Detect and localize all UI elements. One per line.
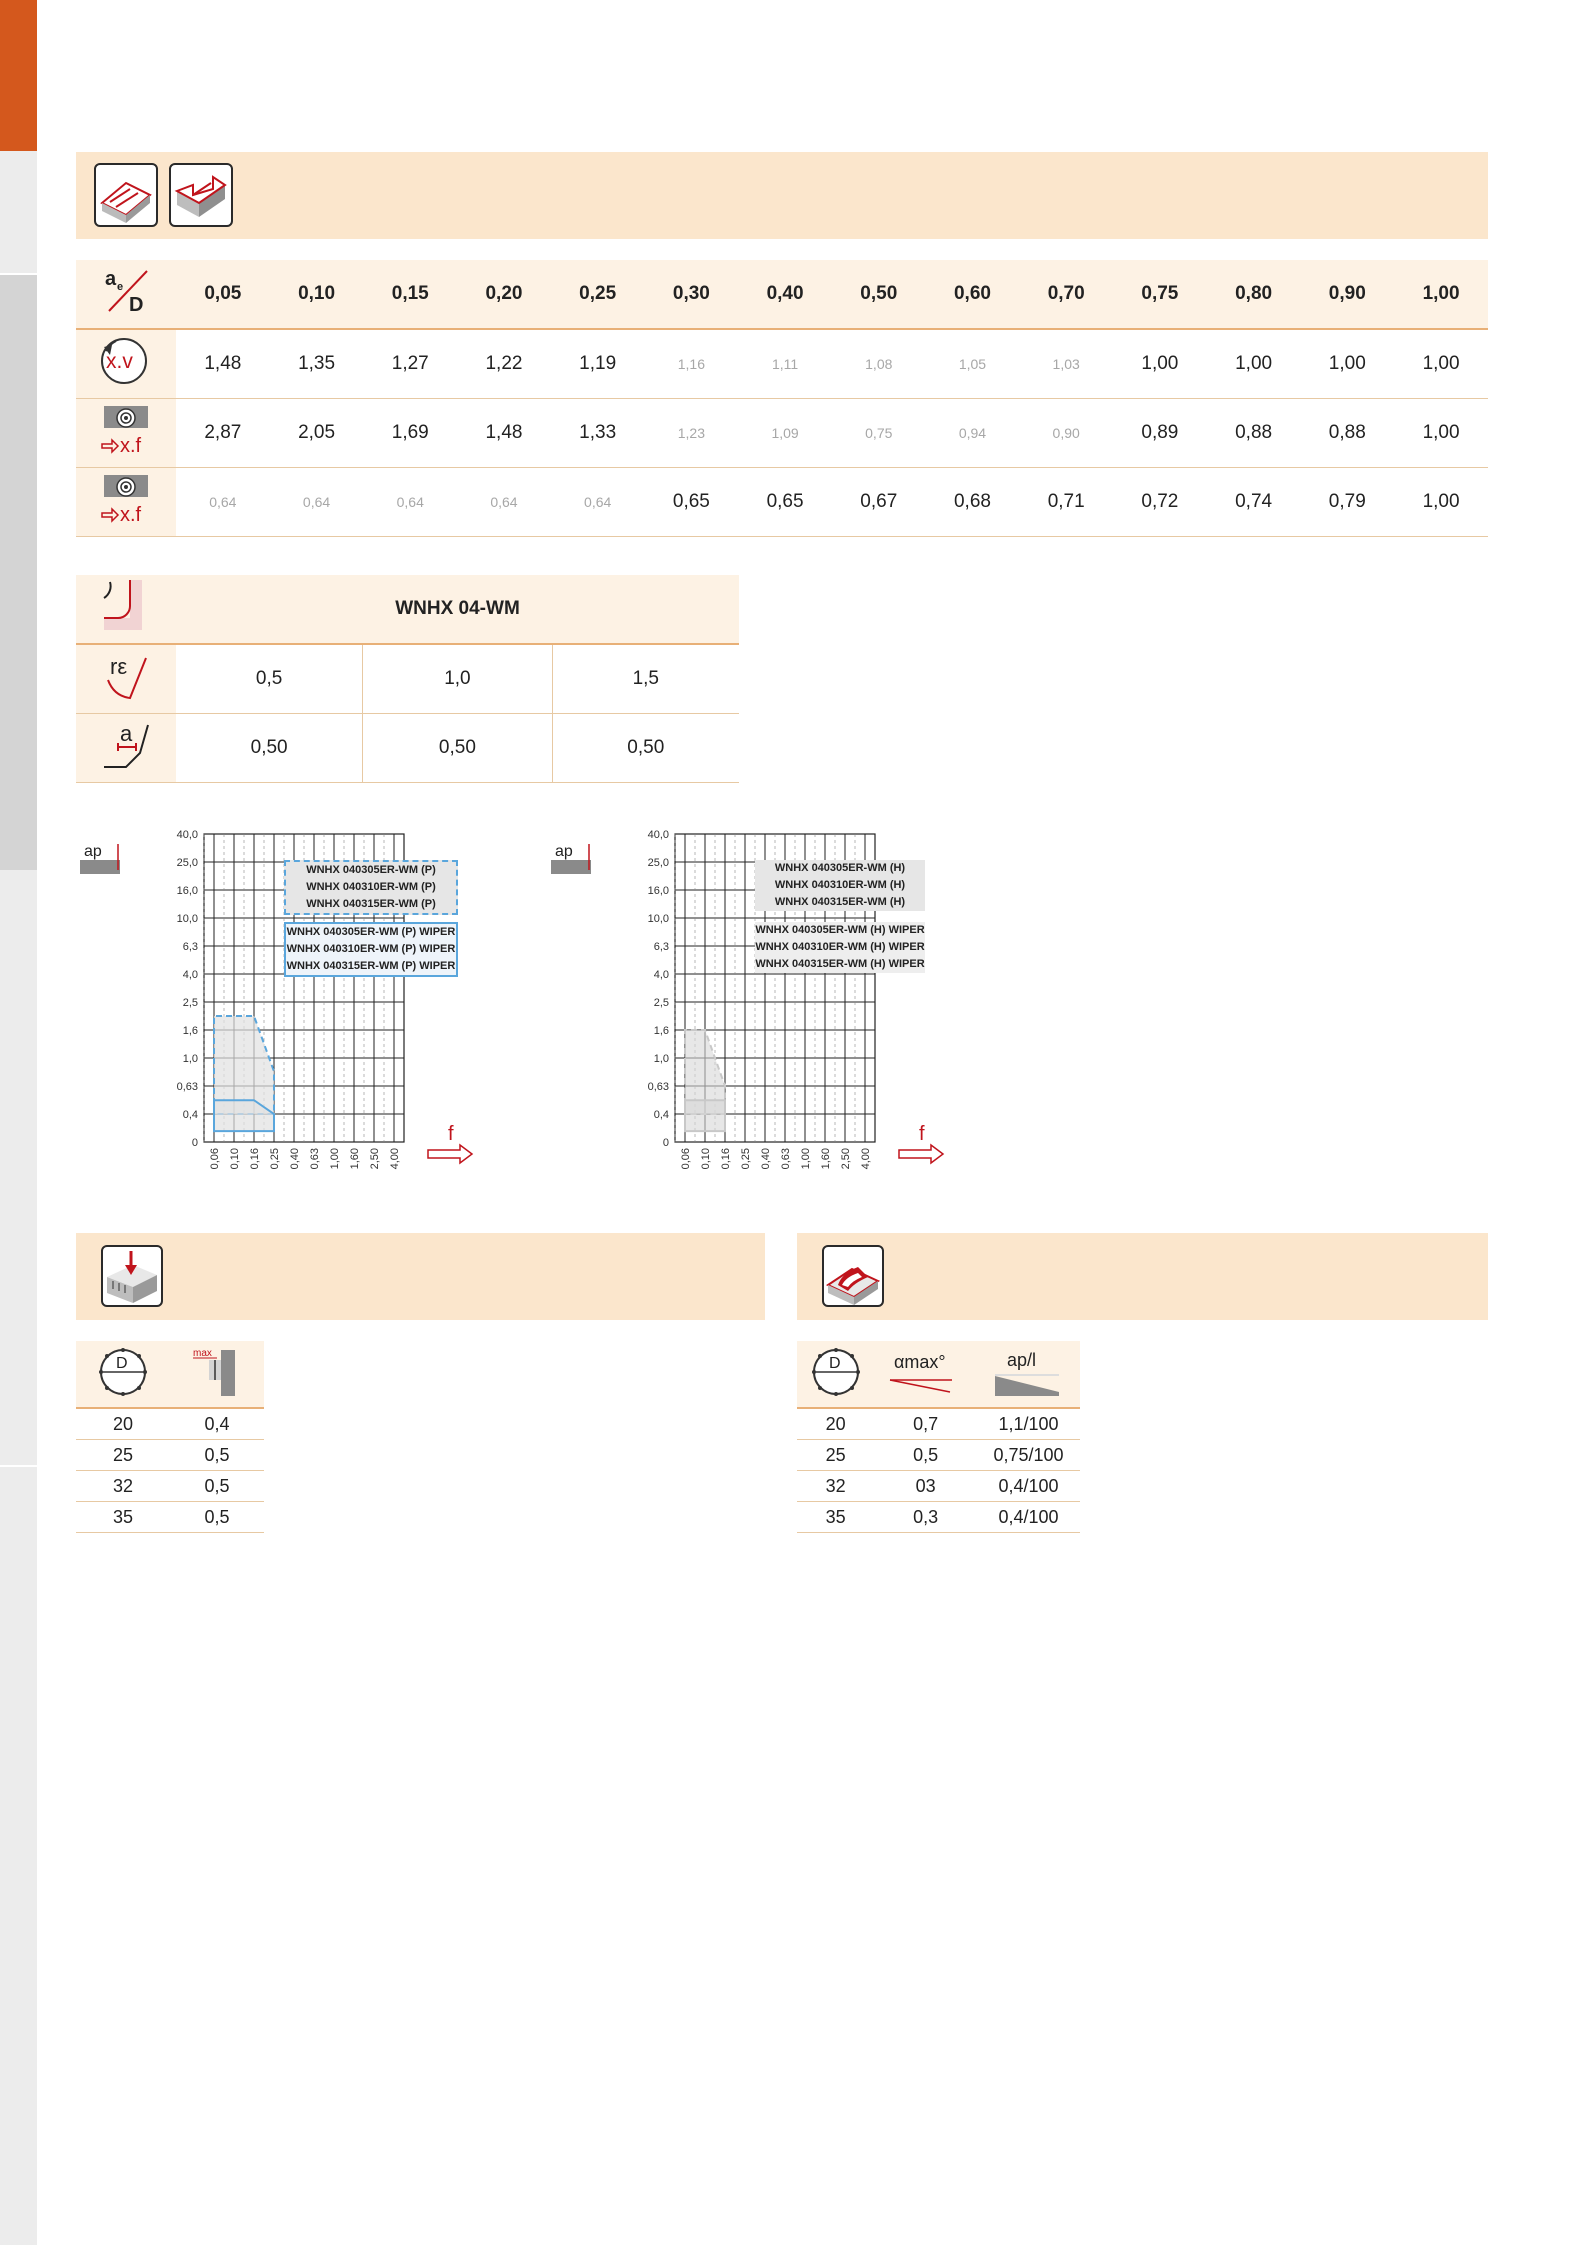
diameter-header-icon bbox=[797, 1341, 874, 1408]
svg-text:D: D bbox=[116, 1354, 128, 1372]
ae-d-value: 0,10 bbox=[270, 260, 364, 329]
ae-d-value: 0,05 bbox=[176, 260, 270, 329]
ramp-angle-header-icon bbox=[874, 1341, 977, 1408]
factor-value: 1,33 bbox=[551, 399, 645, 468]
legend-entry: WNHX 040315ER-WM (H) WIPER bbox=[755, 958, 925, 970]
ramp-ratio-value: 0,75/100 bbox=[977, 1440, 1080, 1471]
corner-radius-row bbox=[76, 644, 739, 714]
x-tick-label: 0,10 bbox=[229, 1148, 241, 1170]
y-tick-label: 40,0 bbox=[647, 829, 669, 841]
factor-value: 1,05 bbox=[926, 329, 1020, 399]
x-tick-label: 0,40 bbox=[760, 1148, 772, 1170]
factor-value: 0,65 bbox=[645, 468, 739, 537]
ae-d-value: 0,30 bbox=[645, 260, 739, 329]
diameter-value: 20 bbox=[76, 1408, 170, 1440]
factor-value: 1,00 bbox=[1207, 329, 1301, 399]
y-tick-label: 10,0 bbox=[647, 913, 669, 925]
ae-d-value: 0,25 bbox=[551, 260, 645, 329]
chamfer-width-value: 0,50 bbox=[176, 714, 363, 783]
side-divider bbox=[0, 1465, 37, 1467]
feed-factor-row bbox=[76, 399, 1488, 468]
chamfer-width-value: 0,50 bbox=[363, 714, 552, 783]
factor-value: 1,09 bbox=[738, 399, 832, 468]
factor-value: 0,65 bbox=[738, 468, 832, 537]
x-axis-label: f bbox=[919, 1123, 925, 1145]
legend-entry: WNHX 040315ER-WM (P) WIPER bbox=[286, 960, 456, 972]
diameter-header-icon bbox=[76, 1341, 170, 1408]
factor-value: 0,75 bbox=[832, 399, 926, 468]
y-tick-label: 1,6 bbox=[653, 1025, 669, 1037]
factor-value: 2,87 bbox=[176, 399, 270, 468]
ae-d-value: 0,60 bbox=[926, 260, 1020, 329]
x-tick-label: 1,60 bbox=[349, 1148, 361, 1170]
y-tick-label: 16,0 bbox=[176, 885, 198, 897]
ramp-angle-value: 03 bbox=[874, 1471, 977, 1502]
chamfer-width-icon bbox=[76, 714, 176, 783]
ramp-angle-value: 0,5 bbox=[874, 1440, 977, 1471]
chart-legend-bottom bbox=[284, 922, 458, 977]
y-tick-label: 10,0 bbox=[176, 913, 198, 925]
y-tick-label: 0,4 bbox=[653, 1109, 669, 1121]
factor-value: 1,11 bbox=[738, 329, 832, 399]
factor-value: 0,68 bbox=[926, 468, 1020, 537]
factor-value: 0,88 bbox=[1207, 399, 1301, 468]
diameter-value: 20 bbox=[797, 1408, 874, 1440]
y-tick-label: 1,0 bbox=[182, 1053, 198, 1065]
operations-header-band bbox=[76, 152, 1488, 239]
feed-factor-icon bbox=[76, 399, 176, 468]
y-tick-label: 0,4 bbox=[182, 1109, 198, 1121]
factor-value: 0,79 bbox=[1300, 468, 1394, 537]
feed-arrow-icon bbox=[428, 1145, 472, 1163]
factor-value: 0,72 bbox=[1113, 468, 1207, 537]
ramping-icon bbox=[822, 1245, 884, 1307]
svg-text:e: e bbox=[117, 281, 124, 293]
svg-text:x.f: x.f bbox=[120, 504, 142, 526]
cutting-speed-factor-icon bbox=[76, 329, 176, 399]
range-area bbox=[685, 1100, 725, 1131]
feed-arrow-icon bbox=[899, 1145, 943, 1163]
x-tick-label: 0,06 bbox=[209, 1148, 221, 1170]
svg-text:D: D bbox=[828, 1354, 841, 1372]
x-tick-label: 0,25 bbox=[269, 1148, 281, 1170]
table-row bbox=[76, 1408, 264, 1440]
factor-value: 1,00 bbox=[1113, 329, 1207, 399]
y-tick-label: 2,5 bbox=[653, 997, 669, 1009]
svg-text:x.f: x.f bbox=[120, 435, 142, 457]
cutting-range-chart-p bbox=[80, 830, 560, 1195]
plunge-header-band bbox=[76, 1233, 765, 1320]
x-tick-label: 2,50 bbox=[840, 1148, 852, 1170]
legend-entry: WNHX 040315ER-WM (H) bbox=[774, 896, 906, 908]
max-depth-value: 0,5 bbox=[170, 1502, 264, 1533]
table-row bbox=[797, 1471, 1080, 1502]
ae-d-value: 0,75 bbox=[1113, 260, 1207, 329]
legend-entry: WNHX 040310ER-WM (P) WIPER bbox=[286, 943, 456, 955]
diameter-value: 35 bbox=[797, 1502, 874, 1533]
corner-radius-icon bbox=[76, 644, 176, 714]
diameter-value: 35 bbox=[76, 1502, 170, 1533]
x-tick-label: 0,16 bbox=[249, 1148, 261, 1170]
svg-text:αmax°: αmax° bbox=[893, 1351, 946, 1372]
side-tab-grey bbox=[0, 275, 37, 870]
factor-value: 1,00 bbox=[1394, 399, 1488, 468]
chamfer-width-value: 0,50 bbox=[552, 714, 739, 783]
shoulder-milling-icon bbox=[169, 163, 233, 227]
table-row bbox=[797, 1408, 1080, 1440]
legend-entry: WNHX 040315ER-WM (P) bbox=[306, 898, 436, 910]
y-tick-label: 0,63 bbox=[647, 1081, 669, 1093]
ramp-ratio-value: 0,4/100 bbox=[977, 1502, 1080, 1533]
ae-d-value: 0,50 bbox=[832, 260, 926, 329]
legend-entry: WNHX 040305ER-WM (P) WIPER bbox=[286, 926, 456, 938]
y-axis-label: ap bbox=[555, 843, 573, 860]
plunging-icon bbox=[101, 1245, 163, 1307]
table-row bbox=[797, 1502, 1080, 1533]
diameter-value: 32 bbox=[76, 1471, 170, 1502]
table-header-row bbox=[797, 1341, 1080, 1408]
ae-d-value: 0,70 bbox=[1019, 260, 1113, 329]
chamfer-width-row bbox=[76, 714, 739, 783]
table-row bbox=[76, 1471, 264, 1502]
legend-entry: WNHX 040305ER-WM (P) bbox=[306, 864, 436, 876]
face-milling-icon bbox=[94, 163, 158, 227]
factor-value: 0,88 bbox=[1300, 399, 1394, 468]
factor-value: 1,69 bbox=[363, 399, 457, 468]
factor-value: 0,89 bbox=[1113, 399, 1207, 468]
table-header-row bbox=[76, 260, 1488, 329]
max-depth-header-icon bbox=[170, 1341, 264, 1408]
corner-profile-icon bbox=[76, 575, 176, 644]
diameter-value: 32 bbox=[797, 1471, 874, 1502]
factor-value: 0,94 bbox=[926, 399, 1020, 468]
factor-value: 1,00 bbox=[1394, 468, 1488, 537]
chart-legend-top bbox=[755, 860, 925, 911]
ae-d-value: 0,90 bbox=[1300, 260, 1394, 329]
corner-radius-value: 1,5 bbox=[552, 644, 739, 714]
svg-text:ap/l: ap/l bbox=[1006, 1349, 1036, 1370]
factor-value: 1,08 bbox=[832, 329, 926, 399]
x-tick-label: 0,63 bbox=[780, 1148, 792, 1170]
ramping-header-band bbox=[797, 1233, 1488, 1320]
x-tick-label: 0,40 bbox=[289, 1148, 301, 1170]
y-tick-label: 25,0 bbox=[176, 857, 198, 869]
chart-legend-top bbox=[284, 860, 458, 915]
ramp-ratio-value: 0,4/100 bbox=[977, 1471, 1080, 1502]
legend-entry: WNHX 040305ER-WM (H) bbox=[774, 862, 906, 874]
y-tick-label: 25,0 bbox=[647, 857, 669, 869]
corner-radius-value: 0,5 bbox=[176, 644, 363, 714]
chart-legend-bottom bbox=[755, 922, 925, 973]
y-tick-label: 16,0 bbox=[647, 885, 669, 897]
max-depth-value: 0,5 bbox=[170, 1440, 264, 1471]
y-tick-label: 6,3 bbox=[182, 941, 198, 953]
y-tick-label: 1,6 bbox=[182, 1025, 198, 1037]
diameter-value: 25 bbox=[797, 1440, 874, 1471]
x-tick-label: 0,10 bbox=[700, 1148, 712, 1170]
factor-value: 1,00 bbox=[1300, 329, 1394, 399]
factor-value: 0,64 bbox=[363, 468, 457, 537]
y-tick-label: 0 bbox=[191, 1137, 198, 1149]
y-tick-label: 1,0 bbox=[653, 1053, 669, 1065]
x-tick-label: 4,00 bbox=[860, 1148, 872, 1170]
table-row bbox=[797, 1440, 1080, 1471]
y-tick-label: 4,0 bbox=[182, 969, 198, 981]
ramp-angle-value: 0,7 bbox=[874, 1408, 977, 1440]
y-tick-label: 0 bbox=[662, 1137, 669, 1149]
side-divider bbox=[0, 273, 37, 275]
diameter-value: 25 bbox=[76, 1440, 170, 1471]
x-tick-label: 4,00 bbox=[389, 1148, 401, 1170]
legend-entry: WNHX 040305ER-WM (H) WIPER bbox=[755, 924, 925, 936]
table-row bbox=[76, 1502, 264, 1533]
svg-text:max: max bbox=[193, 1347, 212, 1359]
factor-value: 2,05 bbox=[270, 399, 364, 468]
speed-factor-row bbox=[76, 329, 1488, 399]
factor-value: 0,64 bbox=[270, 468, 364, 537]
ae-d-value: 1,00 bbox=[1394, 260, 1488, 329]
factor-value: 0,64 bbox=[176, 468, 270, 537]
table-header-row bbox=[76, 1341, 264, 1408]
svg-text:rε: rε bbox=[110, 654, 128, 679]
factor-value: 1,16 bbox=[645, 329, 739, 399]
max-depth-value: 0,5 bbox=[170, 1471, 264, 1502]
y-axis-label: ap bbox=[84, 843, 102, 860]
x-tick-label: 2,50 bbox=[369, 1148, 381, 1170]
svg-text:a: a bbox=[120, 721, 133, 746]
x-tick-label: 0,25 bbox=[740, 1148, 752, 1170]
table-row bbox=[76, 1440, 264, 1471]
ae-d-value: 0,15 bbox=[363, 260, 457, 329]
ramp-ratio-value: 1,1/100 bbox=[977, 1408, 1080, 1440]
factor-value: 1,00 bbox=[1394, 329, 1488, 399]
ae-over-d-icon bbox=[76, 260, 176, 329]
x-tick-label: 0,16 bbox=[720, 1148, 732, 1170]
legend-entry: WNHX 040310ER-WM (H) WIPER bbox=[755, 941, 925, 953]
factor-value: 1,19 bbox=[551, 329, 645, 399]
plunge-depth-table bbox=[76, 1341, 264, 1533]
x-axis-label: f bbox=[448, 1123, 454, 1145]
factor-value: 0,64 bbox=[457, 468, 551, 537]
y-tick-label: 4,0 bbox=[653, 969, 669, 981]
max-depth-value: 0,4 bbox=[170, 1408, 264, 1440]
ae-d-value: 0,40 bbox=[738, 260, 832, 329]
feed-factor-icon bbox=[76, 468, 176, 537]
x-tick-label: 1,00 bbox=[329, 1148, 341, 1170]
svg-text:D: D bbox=[129, 294, 144, 316]
y-tick-label: 6,3 bbox=[653, 941, 669, 953]
table-header-row bbox=[76, 575, 739, 644]
y-tick-label: 0,63 bbox=[176, 1081, 198, 1093]
factor-value: 1,48 bbox=[176, 329, 270, 399]
ramping-angle-table bbox=[797, 1341, 1080, 1533]
factor-value: 0,71 bbox=[1019, 468, 1113, 537]
x-tick-label: 1,00 bbox=[800, 1148, 812, 1170]
ae-d-value: 0,80 bbox=[1207, 260, 1301, 329]
cutting-range-chart-h bbox=[551, 830, 1031, 1195]
feed-factor-row bbox=[76, 468, 1488, 537]
ramp-angle-value: 0,3 bbox=[874, 1502, 977, 1533]
x-tick-label: 1,60 bbox=[820, 1148, 832, 1170]
factor-value: 1,03 bbox=[1019, 329, 1113, 399]
factor-value: 1,48 bbox=[457, 399, 551, 468]
x-tick-label: 0,06 bbox=[680, 1148, 692, 1170]
y-tick-label: 2,5 bbox=[182, 997, 198, 1009]
legend-entry: WNHX 040310ER-WM (H) bbox=[774, 879, 906, 891]
ramp-ratio-header-icon bbox=[977, 1341, 1080, 1408]
factor-value: 0,74 bbox=[1207, 468, 1301, 537]
svg-text:a: a bbox=[105, 268, 117, 290]
factor-value: 0,67 bbox=[832, 468, 926, 537]
factor-value: 0,90 bbox=[1019, 399, 1113, 468]
svg-text:x.v: x.v bbox=[106, 350, 133, 373]
ap-icon-block bbox=[80, 860, 120, 874]
correction-factor-table bbox=[76, 260, 1488, 537]
legend-entry: WNHX 040310ER-WM (P) bbox=[306, 881, 436, 893]
ap-icon-block bbox=[551, 860, 591, 874]
corner-radius-value: 1,0 bbox=[363, 644, 552, 714]
insert-geometry-table bbox=[76, 575, 739, 783]
insert-title: WNHX 04-WM bbox=[176, 575, 739, 644]
factor-value: 1,22 bbox=[457, 329, 551, 399]
y-tick-label: 40,0 bbox=[176, 829, 198, 841]
x-tick-label: 0,63 bbox=[309, 1148, 321, 1170]
factor-value: 1,27 bbox=[363, 329, 457, 399]
side-tab-orange bbox=[0, 0, 37, 151]
factor-value: 0,64 bbox=[551, 468, 645, 537]
factor-value: 1,35 bbox=[270, 329, 364, 399]
factor-value: 1,23 bbox=[645, 399, 739, 468]
ae-d-value: 0,20 bbox=[457, 260, 551, 329]
